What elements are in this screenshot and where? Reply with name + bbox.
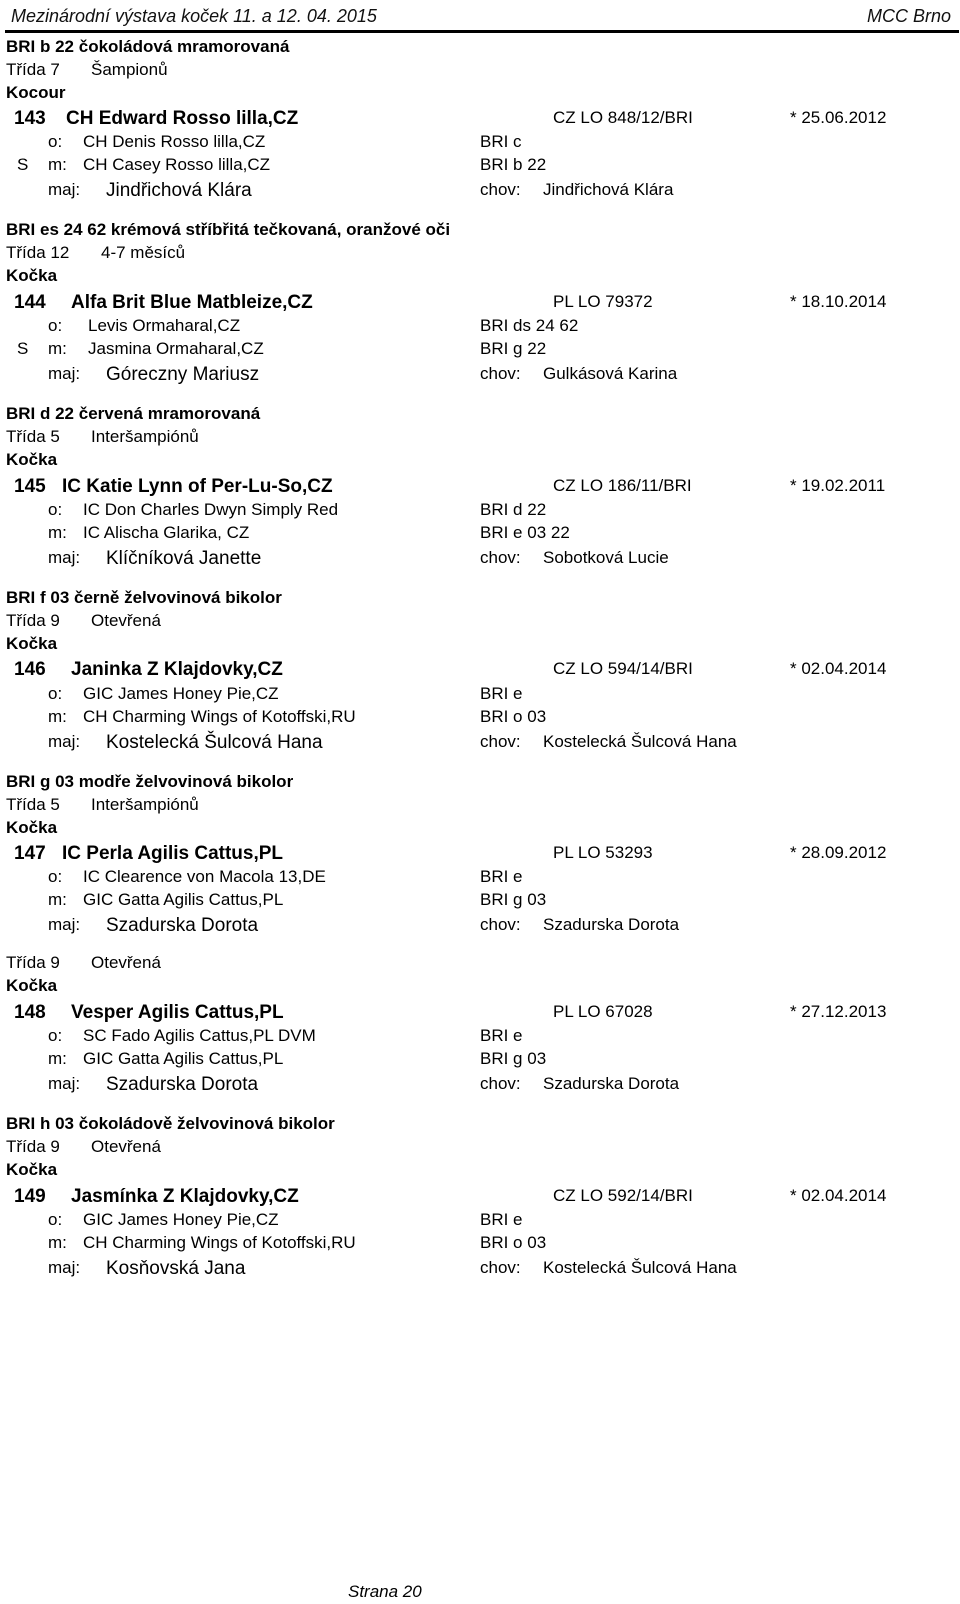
entry-number: 144 bbox=[14, 292, 46, 313]
owner-label: maj: bbox=[48, 548, 81, 567]
breeder-label: chov: bbox=[480, 1258, 521, 1277]
color-heading: BRI b 22 čokoládová mramorovaná bbox=[6, 37, 290, 56]
father-name: CH Denis Rosso lilla,CZ bbox=[83, 132, 266, 151]
class-label: Třída 9 bbox=[6, 611, 60, 630]
class-name: Šampionů bbox=[91, 60, 168, 79]
color-heading: BRI d 22 červená mramorovaná bbox=[6, 404, 261, 423]
entry-number: 145 bbox=[14, 476, 46, 497]
mother-color-code: BRI g 03 bbox=[480, 890, 547, 909]
sex-label: Kočka bbox=[6, 266, 58, 285]
father-label: o: bbox=[48, 867, 63, 886]
mother-label: m: bbox=[48, 1233, 67, 1252]
registration-number: PL LO 53293 bbox=[553, 843, 653, 862]
mother-label: m: bbox=[48, 890, 67, 909]
father-color-code: BRI ds 24 62 bbox=[480, 316, 579, 335]
owner-name: Szadurska Dorota bbox=[106, 915, 259, 936]
class-label: Třída 5 bbox=[6, 795, 60, 814]
class-label: Třída 9 bbox=[6, 1137, 60, 1156]
birth-date: * 25.06.2012 bbox=[790, 108, 887, 127]
father-label: o: bbox=[48, 132, 63, 151]
owner-name: Kostelecká Šulcová Hana bbox=[106, 732, 323, 753]
cat-name: Vesper Agilis Cattus,PL bbox=[71, 1002, 284, 1023]
mother-color-code: BRI e 03 22 bbox=[480, 523, 570, 542]
father-label: o: bbox=[48, 316, 63, 335]
cat-name: Jasmínka Z Klajdovky,CZ bbox=[71, 1186, 299, 1207]
birth-date: * 02.04.2014 bbox=[790, 1186, 887, 1205]
cat-name: IC Katie Lynn of Per-Lu-So,CZ bbox=[62, 476, 333, 497]
mother-color-code: BRI b 22 bbox=[480, 155, 547, 174]
father-color-code: BRI e bbox=[480, 1210, 523, 1229]
mother-name: Jasmina Ormaharal,CZ bbox=[88, 339, 264, 358]
father-name: IC Clearence von Macola 13,DE bbox=[83, 867, 326, 886]
father-label: o: bbox=[48, 1026, 63, 1045]
father-label: o: bbox=[48, 500, 63, 519]
sex-label: Kočka bbox=[6, 818, 58, 837]
breeder-name: Szadurska Dorota bbox=[543, 1074, 680, 1093]
cat-name: IC Perla Agilis Cattus,PL bbox=[62, 843, 284, 864]
class-name: Interšampiónů bbox=[91, 795, 199, 814]
class-label: Třída 12 bbox=[6, 243, 70, 262]
mother-color-code: BRI o 03 bbox=[480, 707, 547, 726]
mother-label: m: bbox=[48, 523, 67, 542]
birth-date: * 27.12.2013 bbox=[790, 1002, 887, 1021]
entry-number: 143 bbox=[14, 108, 46, 129]
sex-label: Kočka bbox=[6, 634, 58, 653]
father-name: Levis Ormaharal,CZ bbox=[88, 316, 241, 335]
owner-label: maj: bbox=[48, 1074, 81, 1093]
class-name: Otevřená bbox=[91, 611, 161, 630]
s-mark: S bbox=[17, 339, 29, 358]
color-heading: BRI f 03 černě želvovinová bikolor bbox=[6, 588, 282, 607]
father-color-code: BRI c bbox=[480, 132, 522, 151]
breeder-name: Kostelecká Šulcová Hana bbox=[543, 732, 737, 751]
sex-label: Kočka bbox=[6, 976, 58, 995]
mother-name: CH Charming Wings of Kotoffski,RU bbox=[83, 1233, 356, 1252]
class-name: Otevřená bbox=[91, 953, 161, 972]
owner-label: maj: bbox=[48, 915, 81, 934]
entry-number: 148 bbox=[14, 1002, 46, 1023]
birth-date: * 19.02.2011 bbox=[790, 476, 886, 495]
owner-name: Klíčníková Janette bbox=[106, 548, 262, 569]
class-label: Třída 7 bbox=[6, 60, 60, 79]
owner-label: maj: bbox=[48, 180, 81, 199]
entry-number: 146 bbox=[14, 659, 46, 680]
owner-name: Góreczny Mariusz bbox=[106, 364, 260, 385]
cat-name: Janinka Z Klajdovky,CZ bbox=[71, 659, 283, 680]
class-label: Třída 9 bbox=[6, 953, 60, 972]
owner-name: Szadurska Dorota bbox=[106, 1074, 259, 1095]
father-color-code: BRI d 22 bbox=[480, 500, 547, 519]
color-heading: BRI g 03 modře želvovinová bikolor bbox=[6, 772, 294, 791]
s-mark: S bbox=[17, 155, 29, 174]
mother-color-code: BRI g 03 bbox=[480, 1049, 547, 1068]
birth-date: * 18.10.2014 bbox=[790, 292, 887, 311]
breeder-label: chov: bbox=[480, 732, 521, 751]
mother-color-code: BRI o 03 bbox=[480, 1233, 547, 1252]
owner-label: maj: bbox=[48, 1258, 81, 1277]
father-name: SC Fado Agilis Cattus,PL DVM bbox=[83, 1026, 316, 1045]
registration-number: CZ LO 594/14/BRI bbox=[553, 659, 693, 678]
entry-number: 149 bbox=[14, 1186, 46, 1207]
color-heading: BRI h 03 čokoládově želvovinová bikolor bbox=[6, 1114, 335, 1133]
mother-name: IC Alischa Glarika, CZ bbox=[83, 523, 250, 542]
father-label: o: bbox=[48, 684, 63, 703]
mother-label: m: bbox=[48, 155, 67, 174]
owner-name: Kosňovská Jana bbox=[106, 1258, 246, 1279]
breeder-name: Kostelecká Šulcová Hana bbox=[543, 1258, 737, 1277]
father-color-code: BRI e bbox=[480, 684, 523, 703]
owner-name: Jindřichová Klára bbox=[106, 180, 252, 201]
cat-name: CH Edward Rosso lilla,CZ bbox=[66, 108, 299, 129]
father-name: IC Don Charles Dwyn Simply Red bbox=[83, 500, 339, 519]
class-name: Otevřená bbox=[91, 1137, 161, 1156]
owner-label: maj: bbox=[48, 364, 81, 383]
sex-label: Kočka bbox=[6, 1160, 58, 1179]
father-name: GIC James Honey Pie,CZ bbox=[83, 684, 279, 703]
mother-name: CH Casey Rosso lilla,CZ bbox=[83, 155, 271, 174]
father-name: GIC James Honey Pie,CZ bbox=[83, 1210, 279, 1229]
club-name: MCC Brno bbox=[866, 6, 951, 26]
breeder-name: Gulkásová Karina bbox=[543, 364, 678, 383]
owner-label: maj: bbox=[48, 732, 81, 751]
registration-number: CZ LO 848/12/BRI bbox=[553, 108, 693, 127]
mother-label: m: bbox=[48, 339, 67, 358]
class-label: Třída 5 bbox=[6, 427, 60, 446]
breeder-label: chov: bbox=[480, 180, 521, 199]
birth-date: * 02.04.2014 bbox=[790, 659, 887, 678]
breeder-label: chov: bbox=[480, 548, 521, 567]
mother-label: m: bbox=[48, 1049, 67, 1068]
father-color-code: BRI e bbox=[480, 867, 523, 886]
sex-label: Kočka bbox=[6, 450, 58, 469]
mother-name: GIC Gatta Agilis Cattus,PL bbox=[83, 1049, 284, 1068]
breeder-name: Szadurska Dorota bbox=[543, 915, 680, 934]
entry-number: 147 bbox=[14, 843, 46, 864]
page-header bbox=[5, 0, 959, 33]
mother-color-code: BRI g 22 bbox=[480, 339, 547, 358]
breeder-label: chov: bbox=[480, 915, 521, 934]
cat-name: Alfa Brit Blue Matbleize,CZ bbox=[71, 292, 313, 313]
page-number: Strana 20 bbox=[348, 1582, 422, 1601]
father-label: o: bbox=[48, 1210, 63, 1229]
breeder-name: Sobotková Lucie bbox=[543, 548, 669, 567]
father-color-code: BRI e bbox=[480, 1026, 523, 1045]
mother-name: GIC Gatta Agilis Cattus,PL bbox=[83, 890, 284, 909]
class-name: 4-7 měsíců bbox=[101, 243, 186, 262]
color-heading: BRI es 24 62 krémová stříbřitá tečkovaná, oranžové oči bbox=[6, 220, 451, 239]
mother-name: CH Charming Wings of Kotoffski,RU bbox=[83, 707, 356, 726]
mother-label: m: bbox=[48, 707, 67, 726]
registration-number: PL LO 79372 bbox=[553, 292, 653, 311]
breeder-label: chov: bbox=[480, 1074, 521, 1093]
registration-number: CZ LO 592/14/BRI bbox=[553, 1186, 693, 1205]
breeder-name: Jindřichová Klára bbox=[543, 180, 674, 199]
class-name: Interšampiónů bbox=[91, 427, 199, 446]
exhibition-title: Mezinárodní výstava koček 11. a 12. 04. 2015 bbox=[11, 6, 377, 26]
registration-number: PL LO 67028 bbox=[553, 1002, 653, 1021]
registration-number: CZ LO 186/11/BRI bbox=[553, 476, 692, 495]
breeder-label: chov: bbox=[480, 364, 521, 383]
sex-label: Kocour bbox=[6, 83, 66, 102]
birth-date: * 28.09.2012 bbox=[790, 843, 887, 862]
